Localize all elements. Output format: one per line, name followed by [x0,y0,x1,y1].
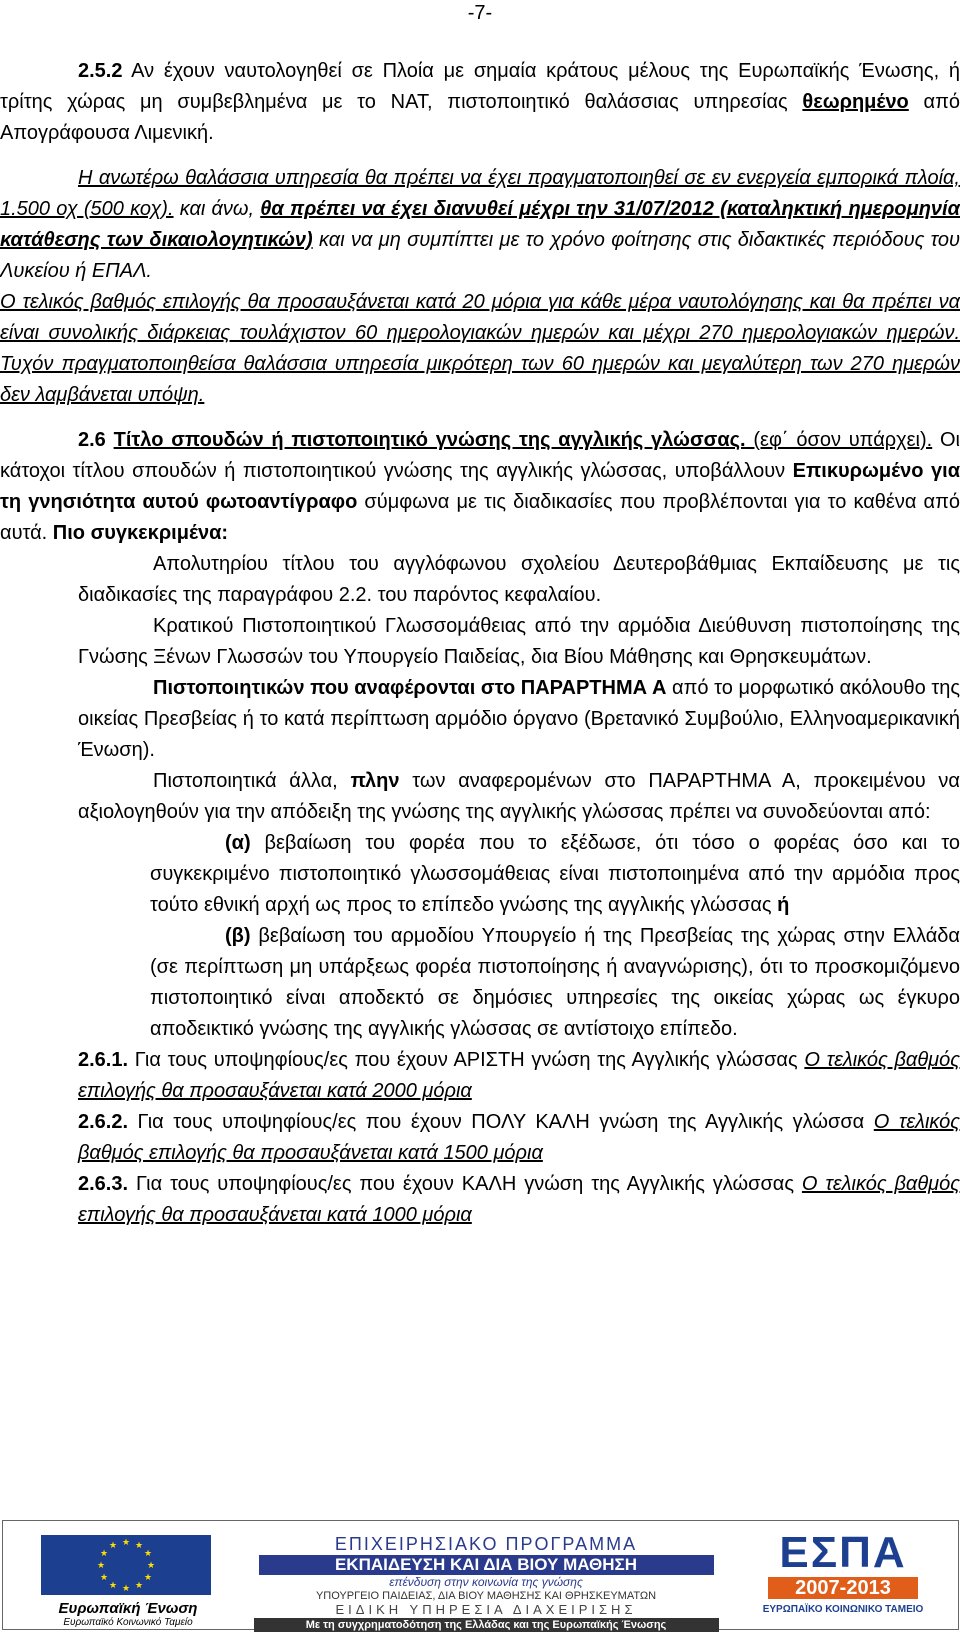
ministry-name: ΥΠΟΥΡΓΕΙΟ ΠΑΙΔΕΙΑΣ, ΔΙΑ ΒΙΟΥ ΜΑΘΗΣΗΣ ΚΑΙ ΘΡΗΣΚΕΥΜΑΤΩΝ [315,1590,657,1602]
document-body [0,56,960,1231]
paragraph-text: βεβαίωση του αρμοδίου Υπουργείο ή της Πρεσβείας της χώρας στην Ελλάδα (σε περίπτωση μη υπάρξεως φορέα πιστοποίησης ή αναγνώρισης), ότι το προσκομιζόμενο πιστοποιητικό είναι αποδεκτό σε δημόσιες υπηρεσίες της οικείας χώρας ως έγκυρο αποδεικτικό γνώσης της αγγλικής γλώσσας σε αντίστοιχο επίπεδο. [150,925,960,1040]
list-item-kratiko: Κρατικού Πιστοποιητικού Γλωσσομάθειας από την αρμόδια Διεύθυνση πιστοποίησης της Γνώσης Ξένων Γλωσσών του Υπουργείο Παιδείας, δια Βίου Μάθησης και Θρησκευμάτων. [78,615,960,668]
paragraph-text: βεβαίωση του φορέα που το εξέδωσε, ότι τόσο ο φορέας όσο και το συγκεκριμένο πιστοποιητικό γλωσσομάθειας είναι πιστοποιημένα από την αρμόδια προς τούτο εθνική αρχή ως προς το επίπεδο γνώσης της αγγλικής γλώσσας [150,832,960,916]
footer-logo-banner [2,1520,959,1630]
paragraph-text: από το μορφωτικό ακόλουθο της οικείας Πρεσβείας ή το κατά περίπτωση αρμόδιο όργανο (Βρετανικό Συμβούλιο, Ελληνοαμερικανική Ένωση). [78,677,960,761]
section-number: 2.6.1. [78,1049,129,1071]
section-number: 2.6.3. [78,1173,129,1195]
bold-text: Πιο συγκεκριμένα: [52,522,229,544]
paragraph-text: των αναφερομένων στο ΠΑΡΑΡΤΗΜΑ Α, προκειμένου να αξιολογηθούν για την απόδειξη της γνώσης της αγγλικής γλώσσας πρέπει να συνοδεύονται από: [78,770,960,823]
score-text: Ο τελικός βαθμός επιλογής θα προσαυξάνεται κατά 1000 μόρια [78,1173,960,1226]
item-label: (β) [225,925,251,947]
svg-text:★: ★ [99,1549,109,1559]
section-number: 2.5.2 [78,60,123,82]
paragraph-text: Αν έχουν ναυτολογηθεί σε Πλοία με σημαία κράτους μέλους της Ευρωπαϊκής Ένωσης, ή τρίτης χώρας μη συμβεβλημένα με το ΝΑΤ, πιστοποιητικό θαλάσσιας υπηρεσίας [0,60,960,113]
eu-name: Ευρωπαϊκή Ένωση [58,1600,198,1617]
subsection-2-6-1 [0,1045,960,1107]
score-text: Ο τελικός βαθμός επιλογής θα προσαυξάνεται κατά 1500 μόρια [78,1111,960,1164]
paragraph-2-6 [0,425,960,549]
eu-fund: Ευρωπαϊκό Κοινωνικό Ταμείο [63,1617,193,1628]
paragraph-text: σύμφωνα με τις διαδικασίες που προβλέπονται για το καθένα από αυτά. [0,491,960,544]
bold-text: ή [777,894,790,916]
item-label: (α) [225,832,251,854]
deadline-text: θα πρέπει να έχει διανυθεί μέχρι την 31/07/2012 (καταληκτική ημερομηνία κατάθεσης των δικαιολογητικών) [0,198,960,251]
service-name: ΕΙΔΙΚΗ ΥΠΗΡΕΣΙΑ ΔΙΑΧΕΙΡΙΣΗΣ [335,1602,637,1617]
maritime-service-paragraph [0,163,960,287]
svg-text:★: ★ [121,1584,131,1594]
paragraph-text: Για τους υποψηφίους/ες που έχουν ΑΡΙΣΤΗ γνώση της Αγγλικής γλώσσας [128,1049,805,1071]
maritime-score-paragraph: Ο τελικός βαθμός επιλογής θα προσαυξάνεται κατά 20 μόρια για κάθε μέρα ναυτολόγησης και θα πρέπει να είναι συνολικής διάρκειας τουλάχιστον 60 ημερολογιακών ημερών και μέχρι 270 ημερολογιακών ημερών. Τυχόν πραγματοποιηθείσα θαλάσσια υπηρεσία μικρότερη των 60 ημερών και μεγαλύτερη των 270 ημερών δεν λαμβάνεται υπόψη. [0,291,960,406]
spacer [0,149,960,163]
list-item-alla [0,766,960,828]
subsection-2-6-2 [0,1107,960,1169]
svg-text:★: ★ [134,1541,144,1551]
section-number: 2.6 [78,429,106,451]
espa-logo [738,1528,948,1626]
eu-flag-icon [41,1535,211,1595]
sub-item-beta [0,921,960,1045]
svg-text:★: ★ [99,1573,109,1583]
svg-text:★: ★ [143,1549,153,1559]
bold-text: πλην [350,770,400,792]
list-item-apolytirio: Απολυτηρίου τίτλου του αγγλόφωνου σχολείου Δευτεροβάθμιας Εκπαίδευσης με τις διαδικασίες της παραγράφου 2.2. του παρόντος κεφαλαίου. [78,553,960,606]
score-text: Ο τελικός βαθμός επιλογής θα προσαυξάνεται κατά 2000 μόρια [78,1049,960,1102]
cofunding-note: Με τη συγχρηματοδότηση της Ελλάδας και της Ευρωπαϊκής Ένωσης [254,1618,719,1632]
bold-text: Πιστοποιητικών που αναφέρονται στο ΠΑΡΑΡΤΗΜΑ Α [153,677,667,699]
page-number: -7- [467,2,493,24]
paragraph-2-5-2 [0,56,960,149]
svg-text:★: ★ [96,1561,106,1571]
svg-text:★: ★ [121,1538,131,1548]
section-number: 2.6.2. [78,1111,129,1133]
eu-logo [33,1535,223,1628]
program-name: ΕΚΠΑΙΔΕΥΣΗ ΚΑΙ ΔΙΑ ΒΙΟΥ ΜΑΘΗΣΗ [259,1555,714,1575]
program-motto: επένδυση στην κοινωνία της γνώσης [389,1575,583,1589]
paragraph-text: Για τους υποψηφίους/ες που έχουν ΠΟΛΥ ΚΑΛΗ γνώση της Αγγλικής γλώσσα [128,1111,874,1133]
underlined-term: θεωρημένο [802,91,909,113]
program-title: ΕΠΙΧΕΙΡΗΣΙΑΚΟ ΠΡΟΓΡΑΜΜΑ [334,1534,638,1554]
espa-name: ΕΣΠΑ [779,1528,907,1577]
svg-text:★: ★ [108,1541,118,1551]
espa-years: 2007-2013 [768,1577,918,1599]
sub-item-alpha [0,828,960,921]
paragraph-text: Για τους υποψηφίους/ες που έχουν ΚΑΛΗ γνώση της Αγγλικής γλώσσας [128,1173,802,1195]
paragraph-text: και να μη συμπίπτει με το χρόνο φοίτησης στις διδακτικές περιόδους του Λυκείου ή ΕΠΑΛ. [0,229,960,282]
paragraph-text: Η ανωτέρω θαλάσσια υπηρεσία θα πρέπει να έχει πραγματοποιηθεί σε εν ενεργεία εμπορικά πλοία, 1.500 οχ (500 κοχ). [0,167,960,220]
subsection-2-6-3 [0,1169,960,1231]
espa-fund: ΕΥΡΩΠΑΪΚΟ ΚΟΙΝΩΝΙΚΟ ΤΑΜΕΙΟ [762,1604,924,1615]
svg-text:★: ★ [146,1561,156,1571]
spacer [0,411,960,425]
bold-text: Επικυρωμένο για τη γνησιότητα αυτού φωτοαντίγραφο [0,460,960,513]
paragraph-text: (εφ΄ όσον υπάρχει). [745,429,933,451]
paragraph-text: Οι κάτοχοι τίτλου σπουδών ή πιστοποιητικού γνώσης της αγγλικής γλώσσας, υποβάλλουν [0,429,960,482]
section-title: Τίτλο σπουδών ή πιστοποιητικό γνώσης της αγγλικής γλώσσας. [113,429,746,451]
svg-text:★: ★ [134,1581,144,1591]
paragraph-text: από Απογράφουσα Λιμενική. [0,91,960,144]
svg-text:★: ★ [143,1573,153,1583]
svg-text:★: ★ [108,1581,118,1591]
paragraph-text: Πιστοποιητικά άλλα, [153,770,351,792]
paragraph-text: και άνω, [173,198,261,220]
list-item-parartima [0,673,960,766]
program-logo [251,1534,721,1631]
